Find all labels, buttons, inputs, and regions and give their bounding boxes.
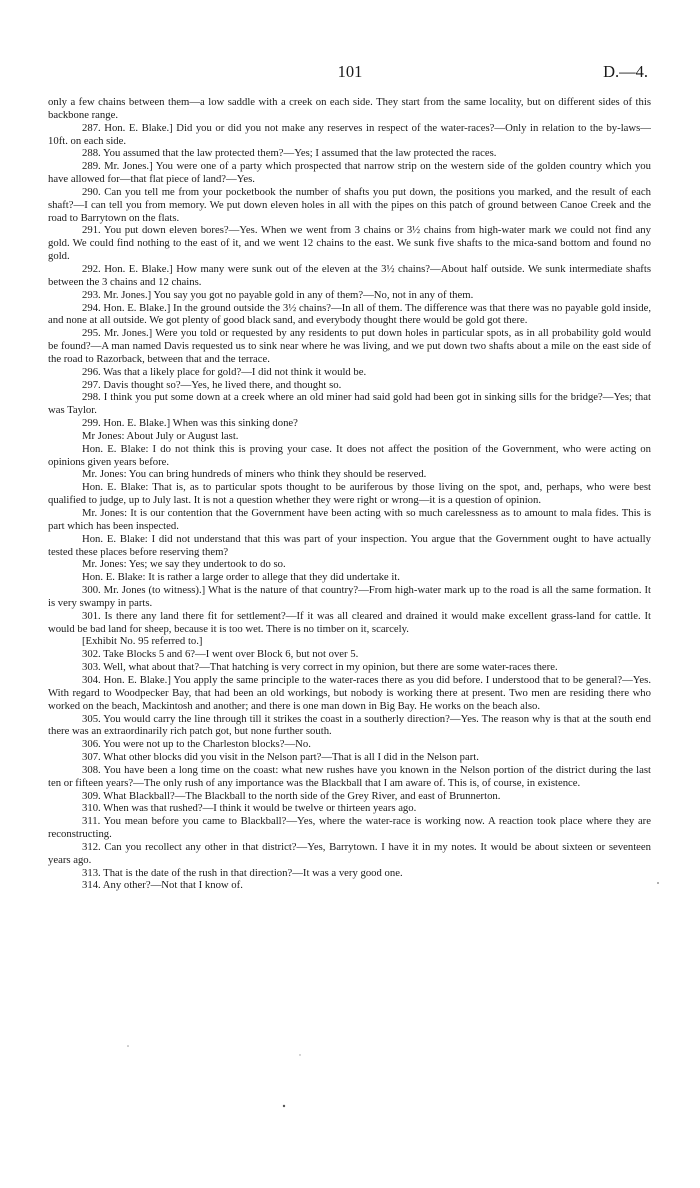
paragraph: 309. What Blackball?—The Blackball to the north side of the Grey River, and east of Brunnerton. xyxy=(82,789,501,802)
paragraph: Hon. E. Blake: I did not understand that this was part of your inspection. You argue that the Government ought to have actually tested these places before reserving them? xyxy=(48,532,651,558)
scan-speck xyxy=(299,1054,300,1055)
paragraph: Hon. E. Blake: That is, as to particular spots thought to be auriferous by those living on the spot, and, perhaps, who were best qualified to judge, up to July last. It is not a question whether they were right or wrong—it is a question of opinion. xyxy=(48,481,651,507)
paragraph: 296. Was that a likely place for gold?—I did not think it would be. xyxy=(82,365,367,378)
paragraph: Mr. Jones: Yes; we say they undertook to do so. xyxy=(82,558,286,571)
paragraph: 299. Hon. E. Blake.] When was this sinking done? xyxy=(82,417,298,430)
paragraph: 297. Davis thought so?—Yes, he lived there, and thought so. xyxy=(82,378,342,391)
paragraph: 295. Mr. Jones.] Were you told or requested by any residents to put down holes in particular spots, as in all probability gold would be found?—A man named Davis requested us to sink near where he was living, and we put down two shafts about a mile on the east side of the road to Razorback, between that and the terrace. xyxy=(48,327,651,365)
paragraph: 312. Can you recollect any other in that district?—Yes, Barrytown. I have it in my notes. It would be about sixteen or seventeen years ago. xyxy=(48,840,651,866)
paragraph: 292. Hon. E. Blake.] How many were sunk out of the eleven at the 3½ chains?—About half outside. We sunk intermediate shafts between the 3 chains and 12 chains. xyxy=(48,262,651,288)
paragraph: 305. You would carry the line through till it strikes the coast in a southerly direction?—Yes. The reason why is that at the south end there was an extraordinarily rich patch got, but none further south. xyxy=(48,712,651,738)
paragraph: Mr Jones: About July or August last. xyxy=(82,429,239,442)
scan-speck xyxy=(657,882,659,884)
paragraph: Hon. E. Blake: I do not think this is proving your case. It does not affect the position of the Government, who were acting on opinions given years before. xyxy=(48,442,651,468)
page-header xyxy=(0,62,700,86)
paragraph: 307. What other blocks did you visit in the Nelson part?—That is all I did in the Nelson part. xyxy=(82,751,479,764)
scan-speck xyxy=(127,1045,129,1047)
paragraph: 314. Any other?—Not that I know of. xyxy=(82,879,243,892)
paragraph: 308. You have been a long time on the coast: what new rushes have you known in the Nelson portion of the district during the last ten or fifteen years?—The only rush of any importance was the Blackball that I am aware of. This is, of course, in existence. xyxy=(48,763,651,789)
paragraph: Mr. Jones: You can bring hundreds of miners who think they should be reserved. xyxy=(82,468,427,481)
document-reference: D.—4. xyxy=(603,62,648,81)
paragraph: [Exhibit No. 95 referred to.] xyxy=(82,635,203,648)
paragraph: 291. You put down eleven bores?—Yes. When we went from 3 chains or 3½ chains from high-water mark we could not find any gold. We could find nothing to the east of it, and we went 12 chains to the east. We sunk five shafts to the mica-sand bottom and found no gold. xyxy=(48,224,651,263)
paragraph: 313. That is the date of the rush in that direction?—It was a very good one. xyxy=(82,866,403,879)
paragraph: 289. Mr. Jones.] You were one of a party which prospected that narrow strip on the western side of the golden country which you have allowed for—that flat piece of land?—Yes. xyxy=(48,160,651,186)
paragraph: 311. You mean before you came to Blackball?—Yes, where the water-race is working now. A reaction took place where they are reconstructing. xyxy=(48,815,651,841)
paragraph: 293. Mr. Jones.] You say you got no payable gold in any of them?—No, not in any of them. xyxy=(82,288,474,301)
scan-speck xyxy=(283,1105,285,1107)
paragraph: 300. Mr. Jones (to witness).] What is the nature of that country?—From high-water mark up to the road is all the same formation. It is very swampy in parts. xyxy=(48,584,651,609)
paragraph: 310. When was that rushed?—I think it would be twelve or thirteen years ago. xyxy=(82,802,417,815)
paragraph: 294. Hon. E. Blake.] In the ground outside the 3½ chains?—In all of them. The difference was that there was no payable gold inside, and none at all outside. We got plenty of good black sand, and everybody thought there would be gold got there. xyxy=(48,301,651,327)
page-body xyxy=(48,96,651,892)
paragraph: Hon. E. Blake: It is rather a large order to allege that they did undertake it. xyxy=(82,571,400,584)
paragraph: 287. Hon. E. Blake.] Did you or did you not make any reserves in respect of the water-races?—Only in relation to the by-laws—10ft. on each side. xyxy=(48,121,651,147)
paragraph: 306. You were not up to the Charleston blocks?—No. xyxy=(82,738,311,751)
paragraph: 288. You assumed that the law protected them?—Yes; I assumed that the law protected the races. xyxy=(82,147,497,160)
paragraph: only a few chains between them—a low saddle with a creek on each side. They start from the same locality, but on different sides of this backbone range. xyxy=(48,96,651,121)
paragraph: 298. I think you put some down at a creek where an old miner had said gold had been got in sinking sills for the bridge?—Yes; that was Taylor. xyxy=(48,391,651,417)
paragraph: 290. Can you tell me from your pocketbook the number of shafts you put down, the positions you marked, and the result of each shaft?—I can tell you from memory. We put down eleven holes in all with the pipes on this patch of ground between Canoe Creek and the road to Barrytown on the flats. xyxy=(48,185,651,224)
paragraph: 304. Hon. E. Blake.] You apply the same principle to the water-races there as you did before. I understood that to be general?—Yes. With regard to Woodpecker Bay, that had been an old workings, but nobody is working there at present. Two men are residing there who worked on the beach, Mackintosh and another; and there is one man down in Big Bay. He works on the beach also. xyxy=(48,673,651,712)
paragraph: Mr. Jones: It is our contention that the Government have been acting with so much carelessness as to amount to mala fides. This is part which has been inspected. xyxy=(48,507,651,532)
page-number: 101 xyxy=(337,62,363,81)
paragraph: 303. Well, what about that?—That hatching is very correct in my opinion, but there are some water-races there. xyxy=(82,661,558,674)
paragraph: 302. Take Blocks 5 and 6?—I went over Block 6, but not over 5. xyxy=(82,648,359,661)
paragraph: 301. Is there any land there fit for settlement?—If it was all cleared and drained it would make excellent grass-land for cattle. It would be bad land for sheep, because it is too wet. There is no timber on it, scarcely. xyxy=(48,609,651,635)
